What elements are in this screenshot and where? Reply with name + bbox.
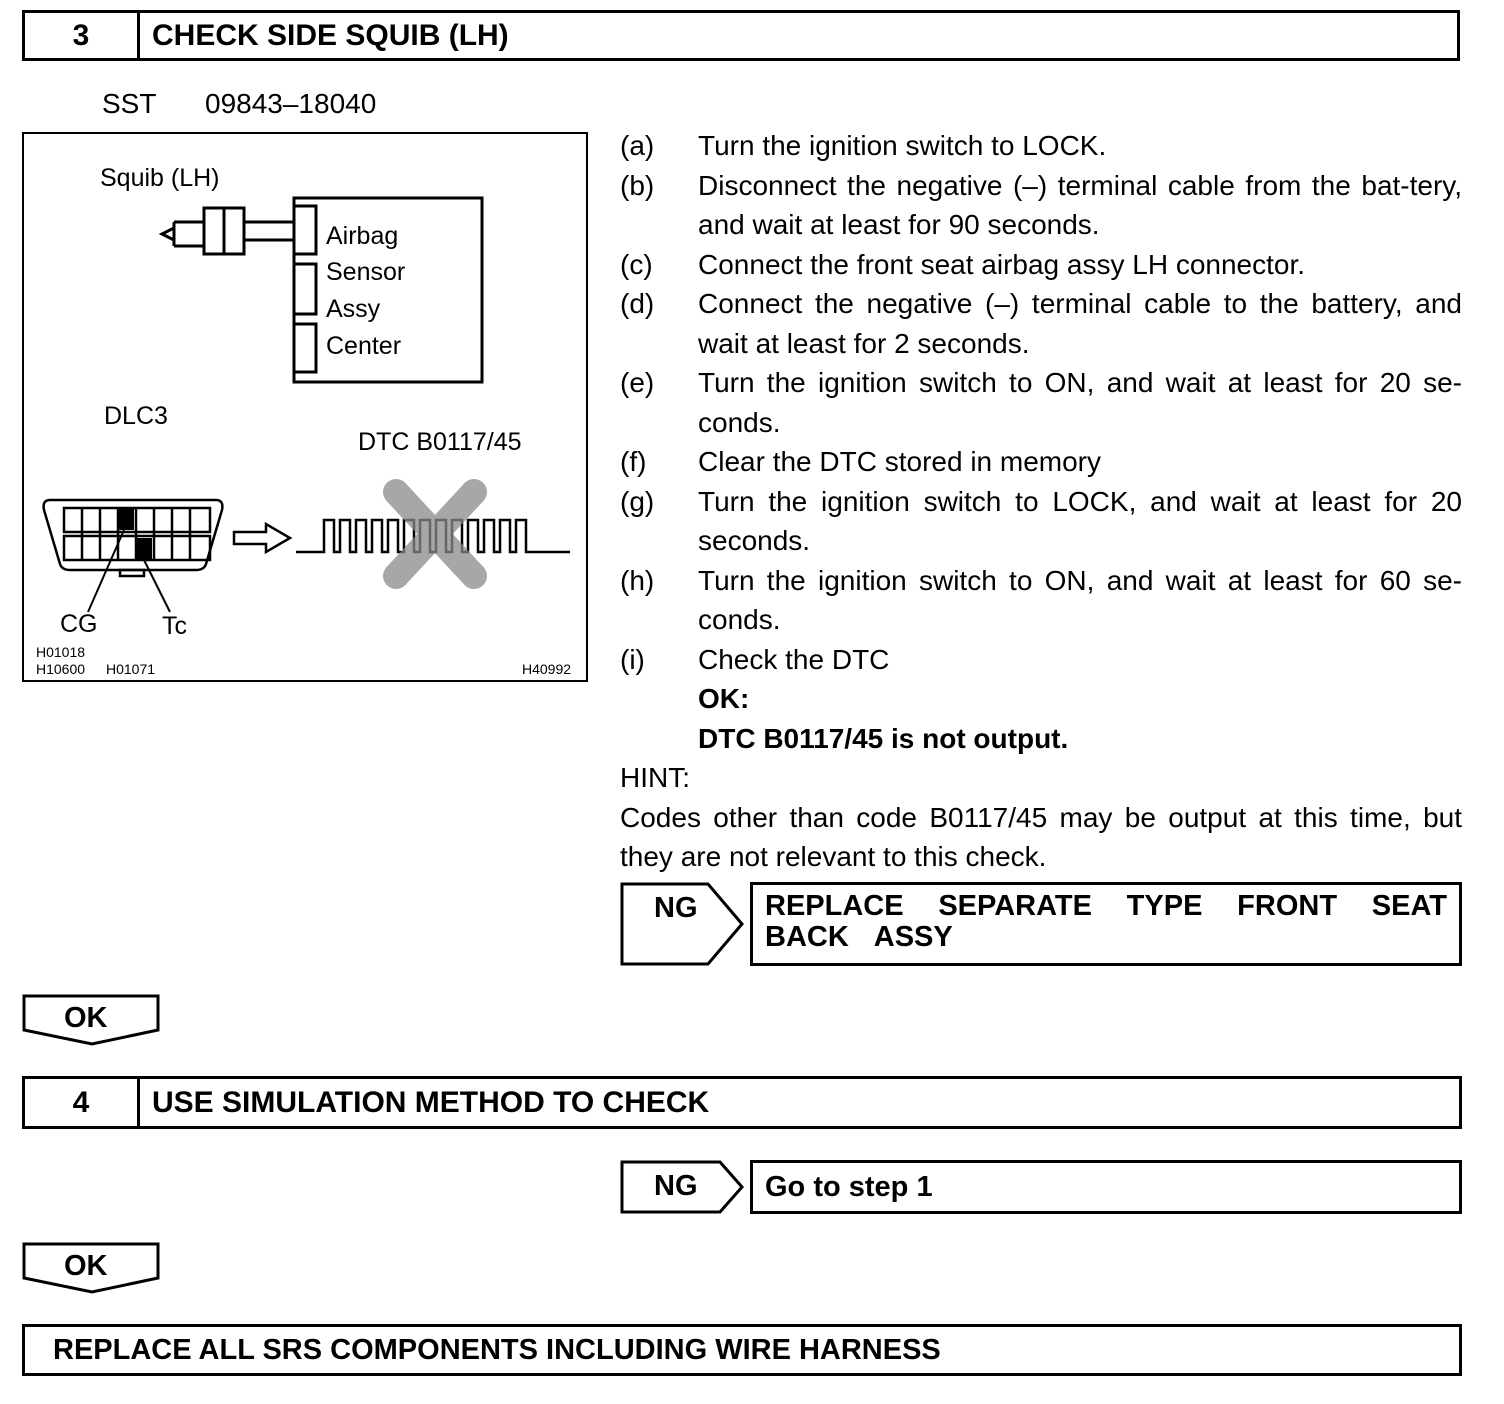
final-action <box>22 1324 1462 1376</box>
step-text: Check the DTC <box>698 643 890 675</box>
step-text: Clear the DTC stored in memory <box>698 446 1102 477</box>
step3-ng-label: NG <box>654 892 698 924</box>
step3-ok-flow-label: OK <box>64 1002 108 1034</box>
step-item <box>620 640 1462 680</box>
dtc-label: DTC B0117/45 <box>358 428 522 456</box>
step4-ng-action <box>750 1160 1462 1214</box>
ref-code-4: H40992 <box>522 661 572 677</box>
cg-label: CG <box>60 610 98 638</box>
step-text: Connect the front seat airbag assy LH connector. <box>698 248 1306 280</box>
final-action-text: REPLACE ALL SRS COMPONENTS INCLUDING WIRE HARNESS <box>53 1333 941 1366</box>
step-text: Turn the ignition switch to ON, and wait at least for 60 se-conds. <box>698 564 1462 635</box>
step-text: Turn the ignition switch to LOCK, and wait at least for 20 seconds. <box>698 485 1462 556</box>
step-label: (c) <box>620 248 653 280</box>
ok-criteria-text: DTC B0117/45 is not output. <box>698 722 1069 754</box>
step-label: (e) <box>620 367 655 398</box>
squib-label: Squib (LH) <box>100 164 220 192</box>
step-item <box>620 166 1462 245</box>
step3-title: CHECK SIDE SQUIB (LH) <box>152 18 509 52</box>
diagram-figure <box>22 132 588 682</box>
dlc3-pin-cg <box>118 508 134 530</box>
ecu-line-3: Assy <box>326 295 381 323</box>
ref-code-1: H01018 <box>36 644 86 660</box>
ref-code-2: H10600 <box>36 661 86 677</box>
step-text: Disconnect the negative (–) terminal cable from the bat-tery, and wait at least for 90 seconds. <box>698 169 1462 240</box>
step-text: Connect the negative (–) terminal cable to the battery, and wait at least for 2 seconds. <box>698 288 1462 359</box>
ok-criteria-label: OK: <box>698 683 750 714</box>
step3-ng-action <box>750 882 1462 966</box>
step-item <box>620 482 1462 561</box>
step-label: (g) <box>620 485 655 517</box>
step-label: (d) <box>620 288 655 319</box>
step-item <box>620 245 1462 285</box>
ecu-line-2: Sensor <box>326 258 406 286</box>
hint-label: HINT: <box>620 762 690 793</box>
step4-title: USE SIMULATION METHOD TO CHECK <box>152 1085 710 1119</box>
dlc3-pin-tc <box>136 538 152 560</box>
step4-number: 4 <box>25 1079 140 1126</box>
step-label: (h) <box>620 564 655 596</box>
step4-ok-flow-label: OK <box>64 1250 108 1282</box>
step3-number: 3 <box>25 13 140 58</box>
step3-ng-action-text: REPLACE SEPARATE TYPE FRONT SEAT BACK ASSY <box>765 890 1447 953</box>
step-label: (i) <box>620 643 645 675</box>
step4-ng-action-text: Go to step 1 <box>765 1170 933 1203</box>
step-item <box>620 284 1462 363</box>
squib-connector-icon <box>162 208 294 254</box>
step-label: (a) <box>620 130 655 161</box>
step4-header <box>22 1076 1462 1129</box>
step-label: (b) <box>620 169 655 201</box>
hint-text: Codes other than code B0117/45 may be output at this time, but they are not relevant to this check. <box>620 801 1462 872</box>
step-item <box>620 442 1462 482</box>
sst-label: SST <box>102 88 157 119</box>
step4-ng-label: NG <box>654 1170 698 1202</box>
ecu-line-1: Airbag <box>326 222 399 250</box>
ref-code-3: H01071 <box>106 661 156 677</box>
step-label: (f) <box>620 446 647 477</box>
tc-label: Tc <box>162 612 187 640</box>
dlc3-label: DLC3 <box>104 402 168 430</box>
sst-value: 09843–18040 <box>205 88 377 119</box>
step-text: Turn the ignition switch to ON, and wait at least for 20 se-conds. <box>698 367 1462 438</box>
step-item <box>620 561 1462 640</box>
step-item <box>620 363 1462 442</box>
procedure-steps <box>620 126 1462 877</box>
arrow-right-icon <box>234 524 290 552</box>
step-text: Turn the ignition switch to LOCK. <box>698 130 1107 161</box>
ecu-line-4: Center <box>326 332 402 360</box>
step-item <box>620 126 1462 166</box>
step3-header <box>22 10 1460 61</box>
